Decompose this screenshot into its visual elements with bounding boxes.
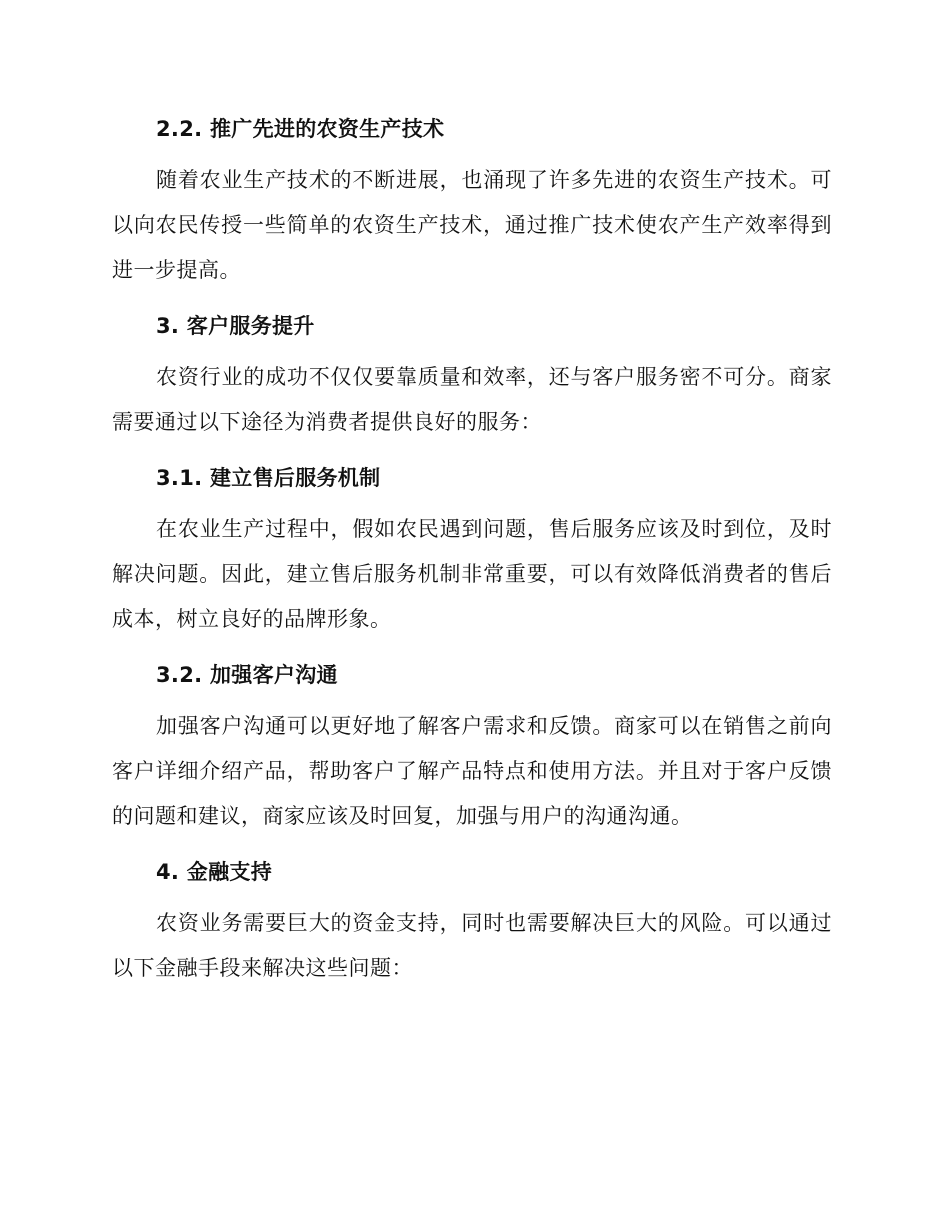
- section-paragraph: 在农业生产过程中，假如农民遇到问题，售后服务应该及时到位，及时解决问题。因此，建立售后服务机制非常重要，可以有效降低消费者的售后成本，树立良好的品牌形象。: [112, 517, 832, 631]
- section-heading: 4. 金融支持: [156, 860, 272, 884]
- section-paragraph: 农资行业的成功不仅仅要靠质量和效率，还与客户服务密不可分。商家需要通过以下途径为消费者提供良好的服务：: [112, 365, 832, 434]
- section-paragraph: 加强客户沟通可以更好地了解客户需求和反馈。商家可以在销售之前向客户详细介绍产品，帮助客户了解产品特点和使用方法。并且对于客户反馈的问题和建议，商家应该及时回复，加强与用户的沟通沟通。: [112, 714, 832, 828]
- section-heading: 3.1. 建立售后服务机制: [156, 466, 381, 490]
- section-heading: 3. 客户服务提升: [156, 314, 315, 338]
- section-paragraph: 随着农业生产技术的不断进展，也涌现了许多先进的农资生产技术。可以向农民传授一些简单的农资生产技术，通过推广技术使农产生产效率得到进一步提高。: [112, 168, 832, 282]
- section-heading: 2.2. 推广先进的农资生产技术: [156, 117, 445, 141]
- document-page: [112, 108, 832, 991]
- section-heading: 3.2. 加强客户沟通: [156, 663, 338, 687]
- section-paragraph: 农资业务需要巨大的资金支持，同时也需要解决巨大的风险。可以通过以下金融手段来解决这些问题：: [112, 911, 832, 980]
